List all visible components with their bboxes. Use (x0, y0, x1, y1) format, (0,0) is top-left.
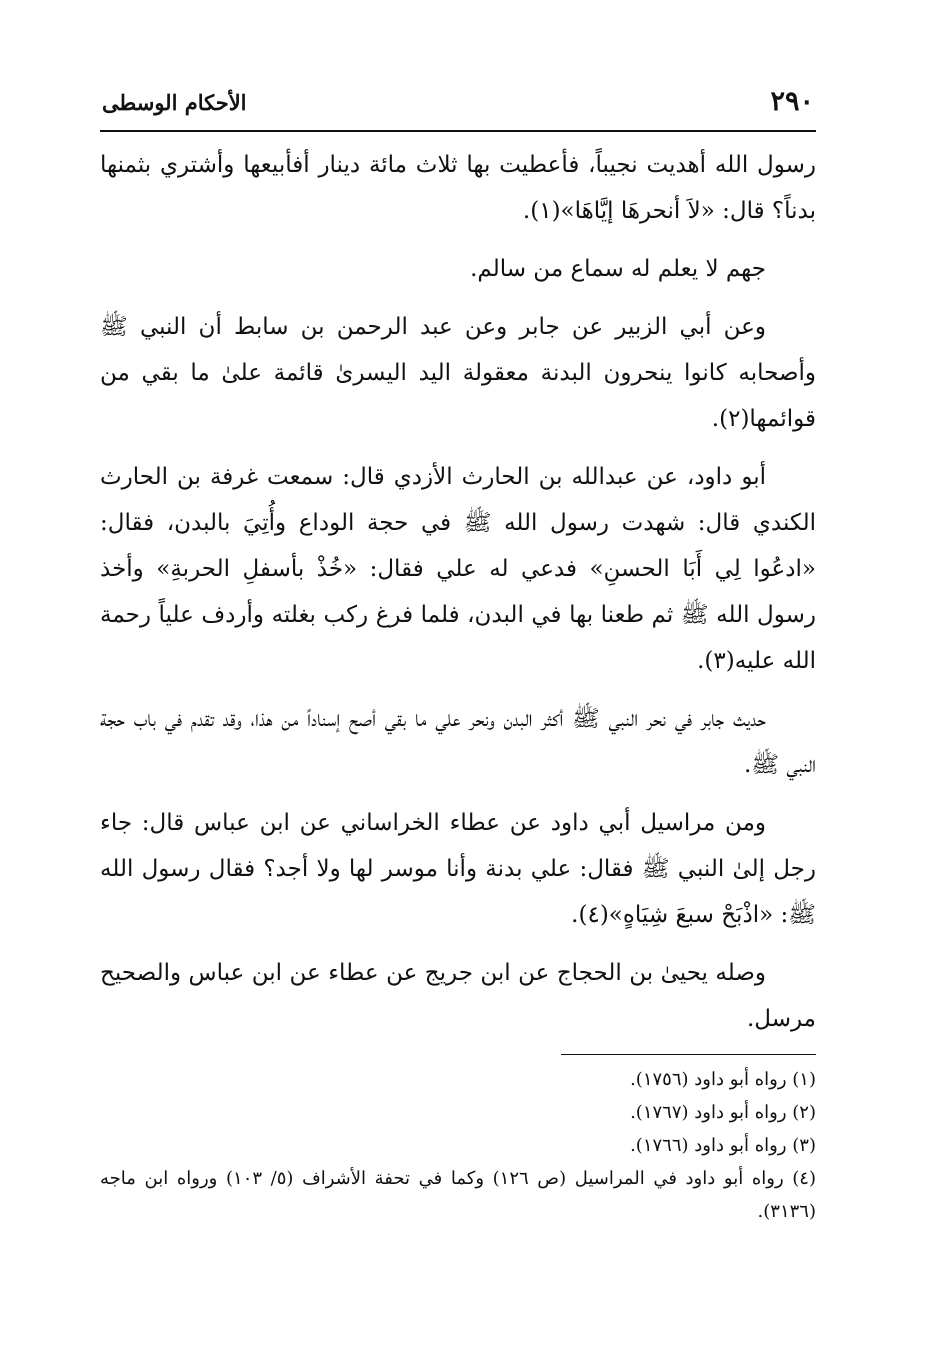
paragraph-2: جهم لا يعلم له سماع من سالم. (470, 256, 766, 282)
footnote-separator (561, 1054, 816, 1055)
paragraph-7: وصله يحيىٰ بن الحجاج عن ابن جريج عن عطاء عن ابن عباس والصحيح مرسل. (100, 960, 816, 1032)
paragraph-6: ومن مراسيل أبي داود عن عطاء الخراساني عن ابن عباس قال: جاء رجل إلىٰ النبي ﷺ فقال: علي بدنة وأنا موسر لها ولا أجد؟ فقال رسول الله ﷺ: «اذْبَحْ سبعَ شِيَاهٍ»(٤). (100, 810, 816, 928)
document-page (100, 86, 816, 1228)
page-header (100, 86, 816, 132)
body-text (100, 142, 816, 1042)
paragraph-5: حديث جابر في نحر النبي ﷺ أكثر البدن ونحر علي ما بقي أصح إسناداً من هذا، وقد تقدم في باب حجة النبي ﷺ. (100, 706, 816, 778)
running-title: الأحكام الوسطى (102, 90, 247, 115)
paragraph-3: وعن أبي الزبير عن جابر وعن عبد الرحمن بن سابط أن النبي ﷺ وأصحابه كانوا ينحرون البدنة معقولة اليد اليسرىٰ قائمة علىٰ ما بقي من قوائمها(٢). (100, 314, 816, 432)
paragraph-4: أبو داود، عن عبدالله بن الحارث الأزدي قال: سمعت غرفة بن الحارث الكندي قال: شهدت رسول الله ﷺ في حجة الوداع وأُتِيَ بالبدن، فقال: «ادعُوا لِي أَبَا الحسنِ» فدعي له علي فقال: «خُذْ بأسفلِ الحربةِ» وأخذ رسول الله ﷺ ثم طعنا بها في البدن، فلما فرغ ركب بغلته وأردف علياً رحمة الله عليه(٣). (100, 464, 816, 674)
footnote-4: (٤) رواه أبو داود في المراسيل (ص ١٢٦) وكما في تحفة الأشراف (٥/ ١٠٣) ورواه ابن ماجه (٣١٣٦). (100, 1168, 816, 1222)
footnotes (100, 1063, 816, 1228)
footnote-3: (٣) رواه أبو داود (١٧٦٦). (630, 1135, 816, 1156)
page-number: ٢٩٠ (770, 86, 814, 117)
footnote-2: (٢) رواه أبو داود (١٧٦٧). (630, 1102, 816, 1123)
paragraph-1: رسول الله أهديت نجيباً، فأعطيت بها ثلاث مائة دينار أفأبيعها وأشتري بثمنها بدناً؟ قال: «لاَ أنحرهَا إيَّاهَا»(١). (100, 152, 816, 224)
footnote-1: (١) رواه أبو داود (١٧٥٦). (630, 1069, 816, 1090)
